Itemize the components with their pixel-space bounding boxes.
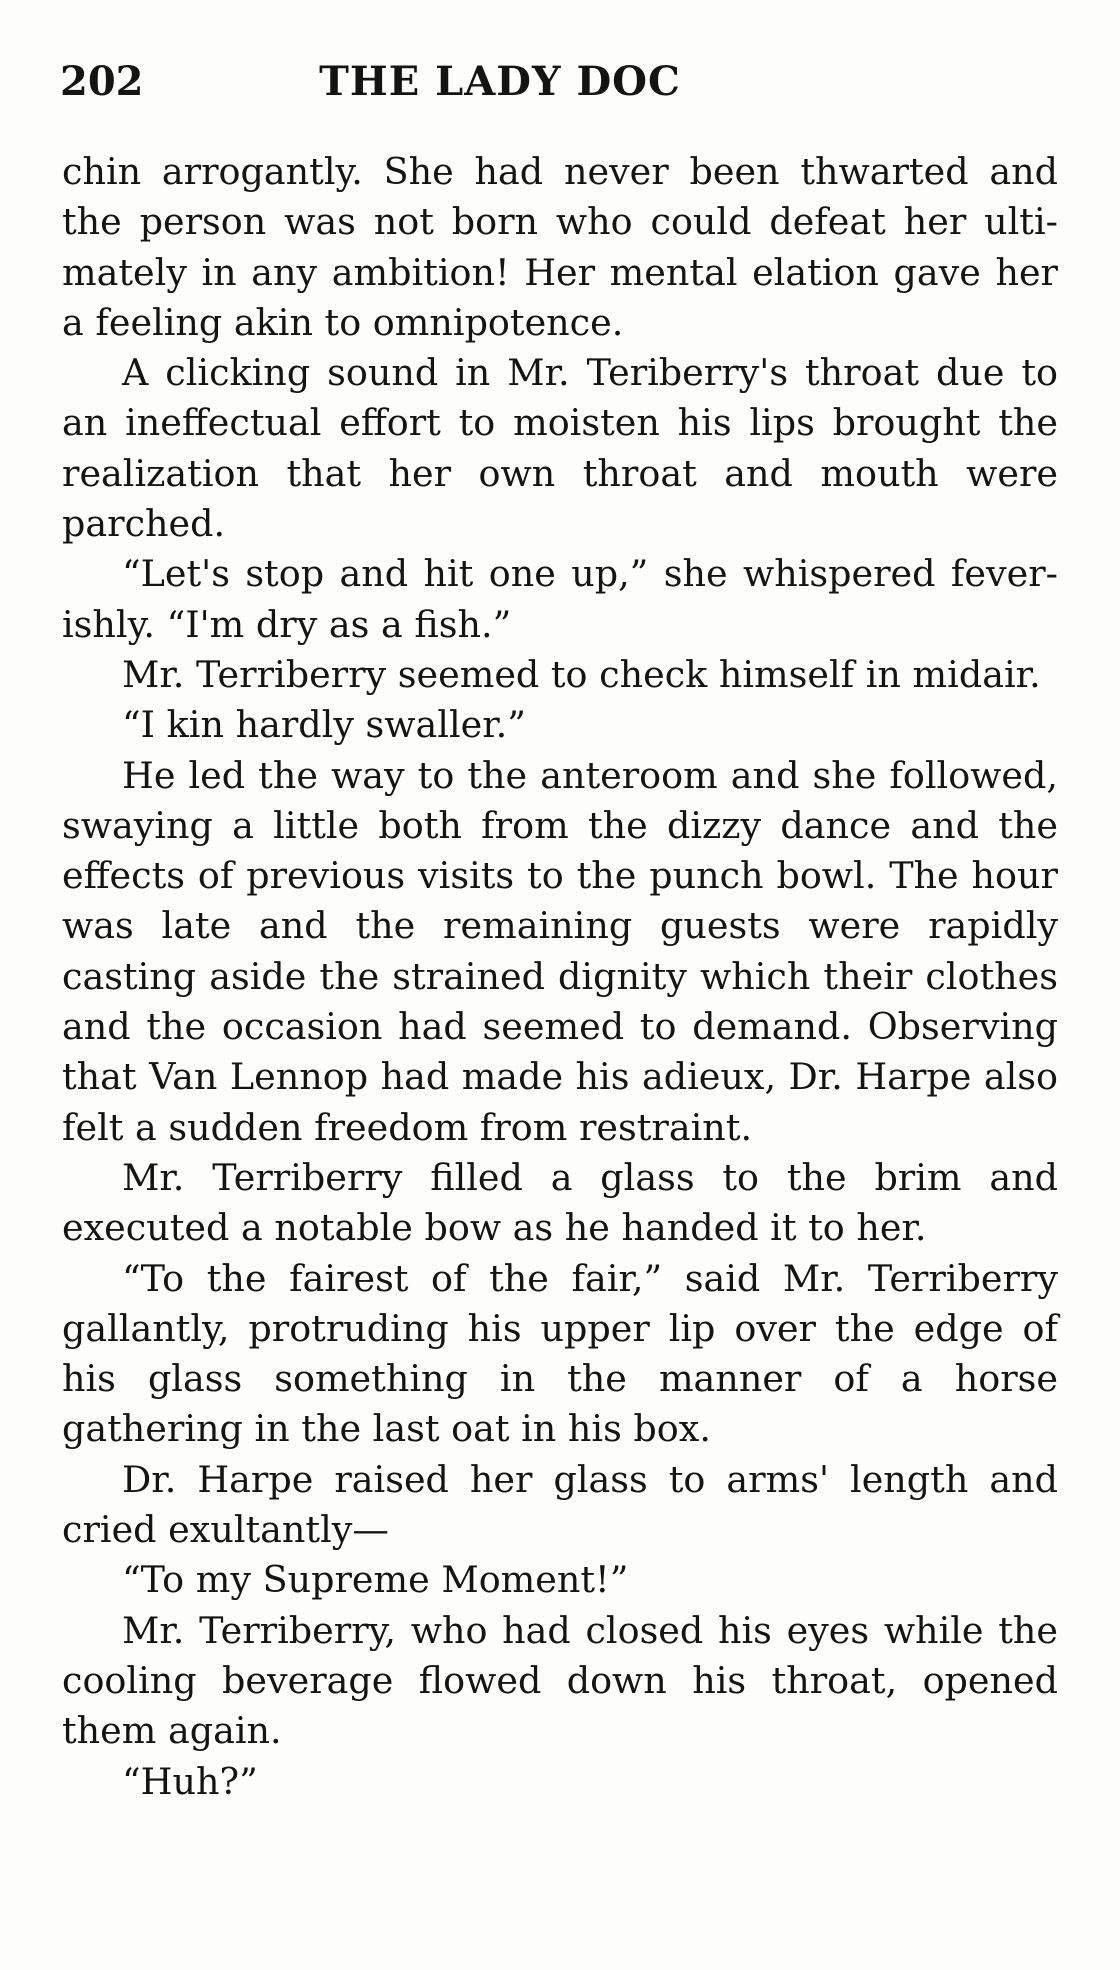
running-title: THE LADY DOC	[319, 58, 681, 105]
paragraph: “Let's stop and hit one up,” she whispered feverishly. “I'm dry as a fish.”	[62, 552, 1058, 646]
paragraph: Mr. Terriberry filled a glass to the brim and executed a notable bow as he handed it to her.	[62, 1155, 1058, 1250]
page-header	[60, 52, 1060, 112]
paragraph: Mr. Terriberry, who had closed his eyes while the cooling beverage flowed down his throat, opened them again.	[62, 1608, 1058, 1753]
page-number: 202	[60, 58, 144, 105]
paragraph: A clicking sound in Mr. Teriberry's throat due to an ineffectual effort to moisten his lips brought the realization that her own throat and mouth were parched.	[62, 351, 1058, 546]
paragraph: “To the fairest of the fair,” said Mr. Terriberry gallantly, protruding his upper lip over the edge of his glass something in the manner of a horse gathering in the last oat in his box.	[62, 1256, 1058, 1451]
paragraph: “Huh?”	[122, 1759, 258, 1803]
paragraph: chin arrogantly. She had never been thwarted and the person was not born who could defeat her ultimately in any ambition! Her mental elation gave her a feeling akin to omnipotence.	[62, 150, 1058, 344]
paragraph: “I kin hardly swaller.”	[122, 703, 526, 747]
paragraph: “To my Supreme Moment!”	[122, 1558, 629, 1602]
paragraph: Dr. Harpe raised her glass to arms' length and cried exultantly—	[62, 1457, 1058, 1552]
body-text	[62, 147, 1058, 1807]
paragraph: He led the way to the anteroom and she followed, swaying a little both from the dizzy dance and the effects of previous visits to the punch bowl. The hour was late and the remaining guests were rapidly casting aside the strained dignity which their clothes and the occasion had seemed to demand. Observing that Van Lennop had made his adieux, Dr. Harpe also felt a sudden freedom from restraint.	[62, 753, 1058, 1149]
paragraph: Mr. Terriberry seemed to check himself in midair.	[122, 652, 1041, 696]
